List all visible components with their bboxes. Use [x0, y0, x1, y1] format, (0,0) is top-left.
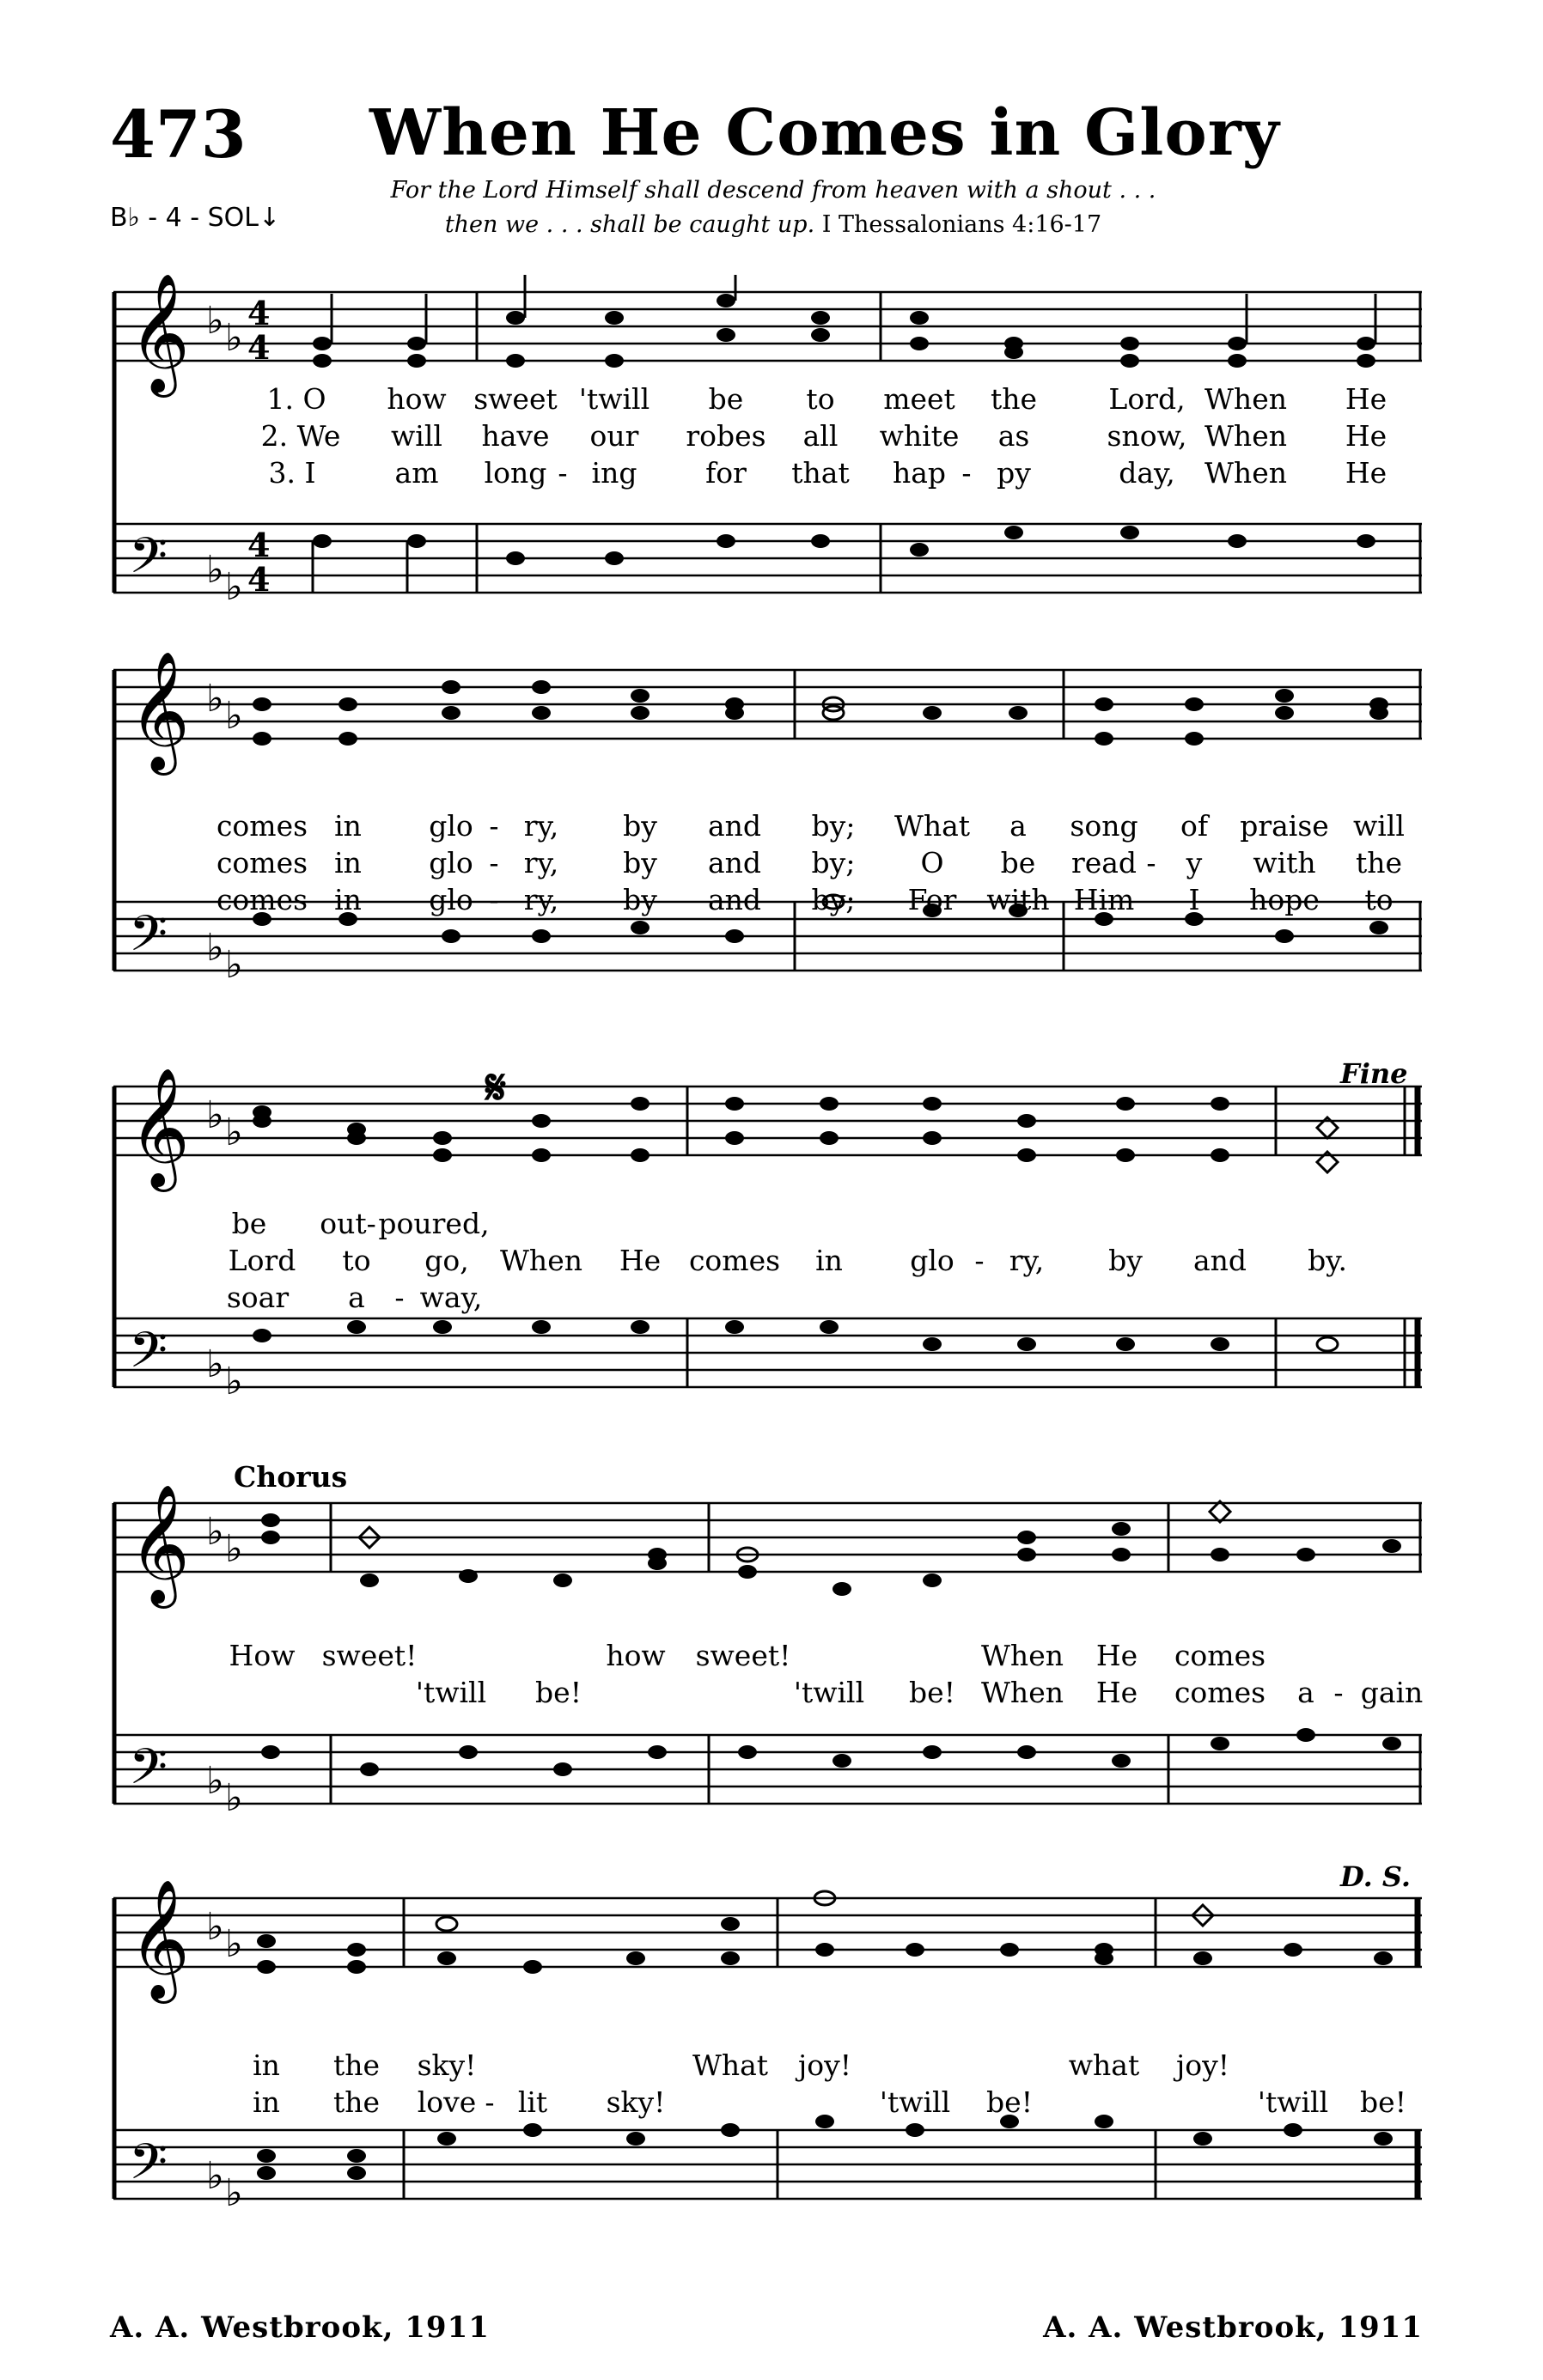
svg-text:♭: ♭ [225, 1527, 243, 1571]
svg-text:♭: ♭ [206, 1905, 224, 1949]
svg-text:♭: ♭ [225, 943, 243, 987]
epigraph-line-1: For the Lord Himself shall descend from heaven with a shout . . . [390, 177, 1156, 204]
key-marker: B♭ - 4 - SOL↓ [110, 203, 281, 233]
segno-icon: 𝄋 [485, 1059, 507, 1116]
svg-text:♭: ♭ [206, 1342, 224, 1386]
epigraph [361, 173, 1186, 242]
svg-text:♭: ♭ [225, 2171, 243, 2215]
svg-text:♭: ♭ [206, 548, 224, 592]
epigraph-reference: I Thessalonians 4:16-17 [821, 211, 1102, 238]
svg-text:𝄞: 𝄞 [129, 653, 190, 770]
svg-text:𝄞: 𝄞 [129, 1881, 190, 1999]
verse-1-line: comes in glo - ry, by and by; What a song of praise will [216, 809, 1405, 843]
verse-3-line: soar a - way, [226, 1281, 483, 1314]
verse-3-line: 3. I am long - ing for that hap - py day, When He [268, 456, 1387, 490]
svg-text:♭: ♭ [225, 316, 243, 360]
verse-2-line: Lord to go, When He comes in glo - ry, by and by. [228, 1244, 1347, 1277]
svg-text:𝄢: 𝄢 [129, 1738, 168, 1808]
verse-2-line: comes in glo - ry, by and by; O be read - y with the [216, 846, 1403, 880]
svg-text:♭: ♭ [225, 565, 243, 609]
svg-text:𝄞: 𝄞 [129, 1486, 190, 1604]
svg-text:♭: ♭ [206, 1510, 224, 1554]
svg-text:4: 4 [247, 328, 271, 367]
svg-text:♭: ♭ [225, 694, 243, 738]
svg-text:♭: ♭ [206, 677, 224, 721]
chorus-line-2: 'twill be! 'twill be! When He comes a - gain [415, 1676, 1424, 1709]
music-system-3 [0, 1052, 1543, 1430]
svg-text:𝄞: 𝄞 [129, 1069, 190, 1187]
music-system-5 [0, 1855, 1543, 2250]
verse-1-line: 1. O how sweet 'twill be to meet the Lord, When He [266, 382, 1387, 416]
words-credit: A. A. Westbrook, 1911 [110, 2310, 490, 2345]
music-system-2 [0, 653, 1543, 1013]
treble-clef-icon: 𝄞 [129, 275, 190, 393]
verse-1-line: be out- poured, [231, 1207, 490, 1240]
chorus-line-1: How sweet! how sweet! When He comes [229, 1639, 1266, 1672]
flat-sign-icon: ♭ [206, 299, 224, 343]
svg-text:𝄢: 𝄢 [129, 904, 168, 975]
svg-text:♭: ♭ [225, 1111, 243, 1154]
svg-text:𝄢: 𝄢 [129, 1321, 168, 1391]
music-system-1 [0, 275, 1543, 636]
music-system-4 [0, 1460, 1543, 1821]
bass-clef-icon: 𝄢 [129, 527, 168, 597]
chorus-line-3: in the sky! What joy! what joy! [253, 2048, 1230, 2082]
notes-system-5 [257, 1891, 1393, 2180]
svg-text:♭: ♭ [206, 1093, 224, 1137]
svg-text:♭: ♭ [225, 1776, 243, 1820]
svg-text:♭: ♭ [225, 1922, 243, 1966]
svg-text:♭: ♭ [225, 1360, 243, 1403]
hymn-title: When He Comes in Glory [369, 96, 1280, 170]
svg-text:4: 4 [247, 560, 271, 599]
time-signature: 4 [247, 294, 271, 332]
verse-2-line: 2. We will have our robes all white as snow, When He [260, 419, 1387, 453]
staff-lines-system-1 [0, 275, 1543, 636]
chorus-line-4: in the love - lit sky! 'twill be! 'twill be! [253, 2085, 1406, 2119]
fine-mark: Fine [1340, 1057, 1408, 1090]
epigraph-line-2: then we . . . shall be caught up. [444, 211, 815, 238]
svg-text:♭: ♭ [206, 1759, 224, 1803]
music-credit: A. A. Westbrook, 1911 [1043, 2310, 1423, 2345]
svg-text:𝄢: 𝄢 [129, 2133, 168, 2203]
ds-mark: D. S. [1340, 1860, 1411, 1893]
chorus-label: Chorus [234, 1460, 348, 1494]
svg-text:♭: ♭ [206, 2154, 224, 2198]
svg-text:4: 4 [247, 526, 271, 564]
verse-3-line: comes in glo - ry, by and by; For with Him I hope to [216, 883, 1394, 916]
hymn-number: 473 [110, 96, 247, 173]
svg-text:♭: ♭ [206, 926, 224, 970]
